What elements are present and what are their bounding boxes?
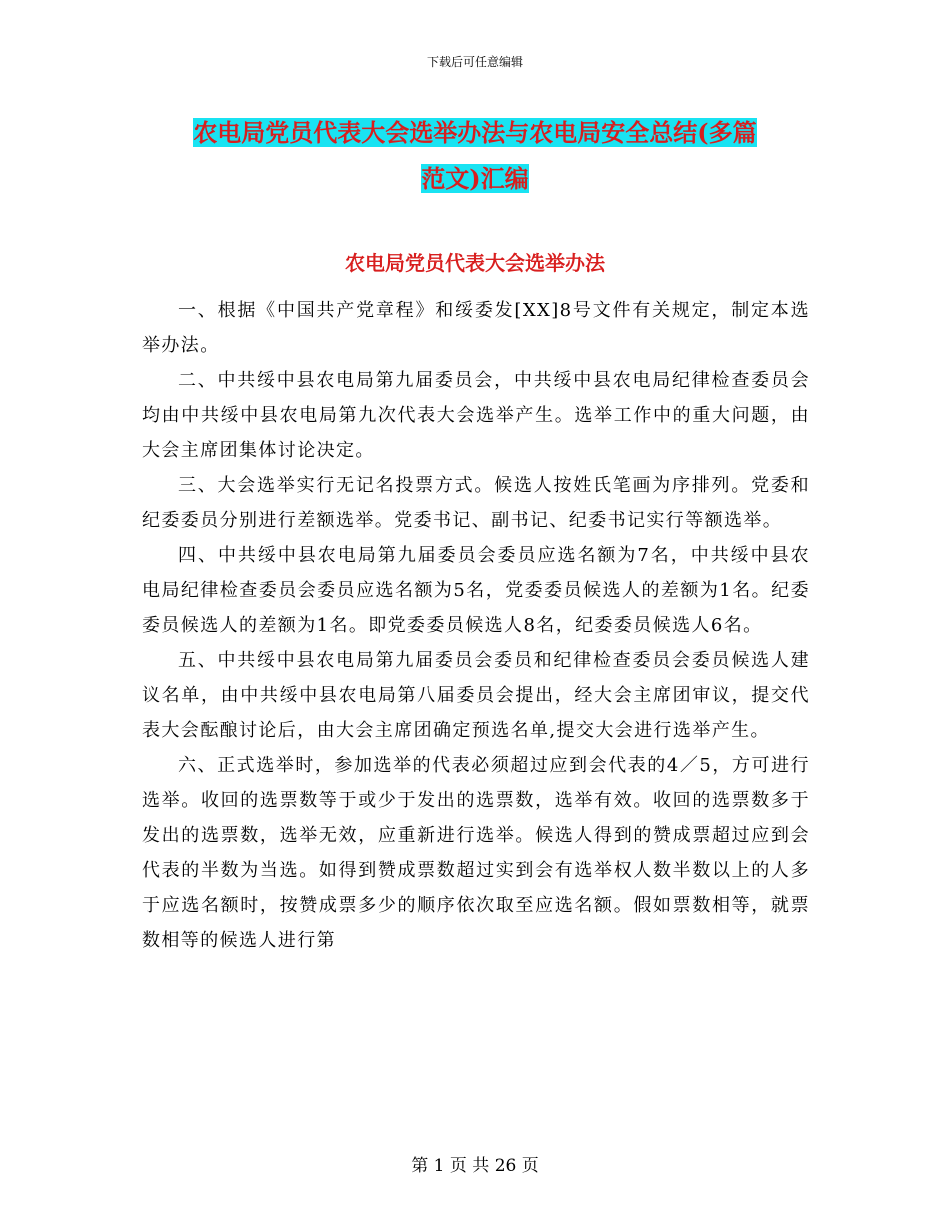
section-title: 农电局党员代表大会选举办法 — [345, 251, 605, 275]
paragraph-3: 三、大会选举实行无记名投票方式。候选人按姓氏笔画为序排列。党委和纪委委员分别进行差额选举。党委书记、副书记、纪委书记实行等额选举。 — [142, 475, 810, 531]
paragraph-5: 五、中共绥中县农电局第九届委员会委员和纪律检查委员会委员候选人建议名单，由中共绥中县农电局第八届委员会提出，经大会主席团审议，提交代表大会酝酿讨论后，由大会主席团确定预选名单,提交大会进行选举产生。 — [142, 650, 810, 741]
paragraph-6: 六、正式选举时，参加选举的代表必须超过应到会代表的4／5，方可进行选举。收回的选票数等于或少于发出的选票数，选举有效。收回的选票数多于发出的选票数，选举无效，应重新进行选举。候选人得到的赞成票超过应到会代表的半数为当选。如得到赞成票数超过实到会有选举权人数半数以上的人多于应选名额时，按赞成票多少的顺序依次取至应选名额。假如票数相等，就票数相等的候选人进行第 — [142, 755, 810, 951]
document-title-line-2: 范文)汇编 — [421, 164, 529, 193]
paragraph-1: 一、根据《中国共产党章程》和绥委发[XX]8号文件有关规定，制定本选举办法。 — [142, 300, 810, 356]
page-number-label: 第 1 页 共 26 页 — [411, 1156, 539, 1176]
page-header-note: 下载后可任意编辑 — [426, 55, 523, 69]
paragraph-2: 二、中共绥中县农电局第九届委员会，中共绥中县农电局纪律检查委员会均由中共绥中县农电局第九次代表大会选举产生。选举工作中的重大问题，由大会主席团集体讨论决定。 — [142, 370, 810, 461]
paragraph-4: 四、中共绥中县农电局第九届委员会委员应选名额为7名，中共绥中县农电局纪律检查委员会委员应选名额为5名，党委委员候选人的差额为1名。纪委委员候选人的差额为1名。即党委委员候选人8名，纪委委员候选人6名。 — [142, 545, 810, 636]
document-title-line-1: 农电局党员代表大会选举办法与农电局安全总结(多篇 — [193, 118, 757, 147]
document-title — [140, 110, 810, 202]
page-footer — [0, 1155, 950, 1177]
document-body — [142, 293, 810, 958]
